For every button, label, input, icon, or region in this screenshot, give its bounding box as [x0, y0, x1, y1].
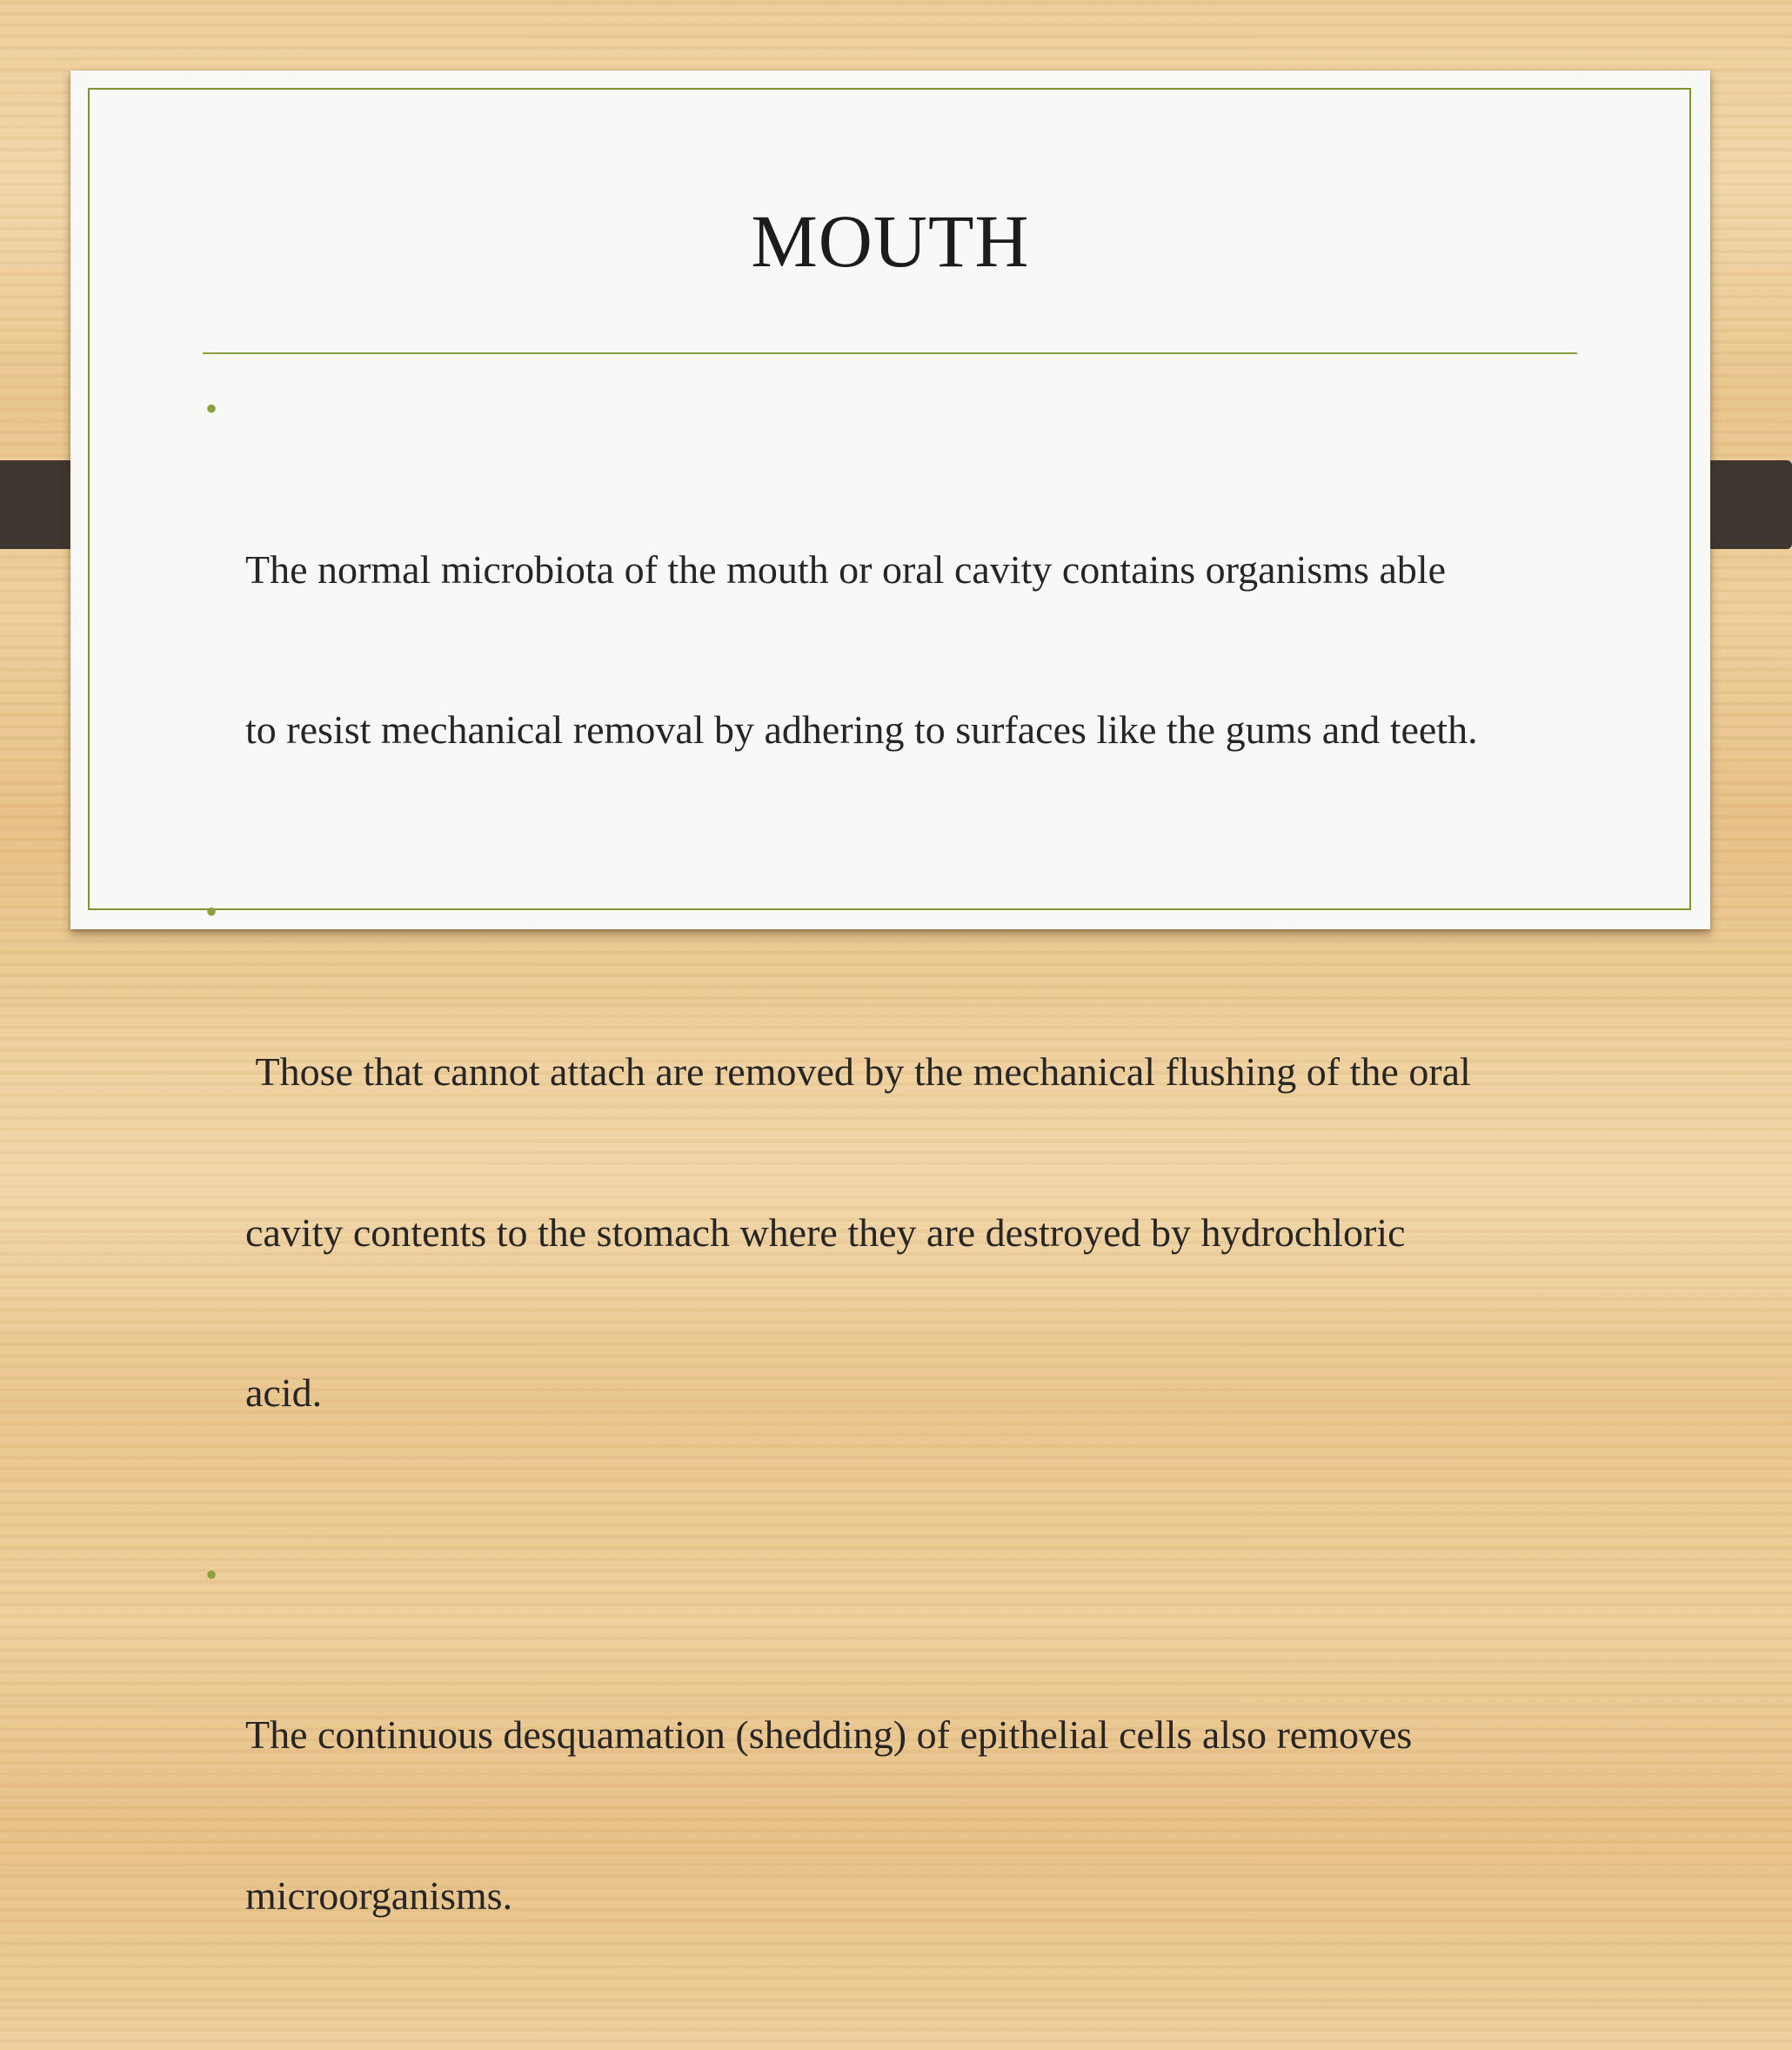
- slide-card: [70, 70, 1710, 1918]
- bullet-line: microorganisms.: [245, 1872, 513, 1918]
- bullet-item: [205, 382, 1615, 864]
- bullet-list: [205, 382, 1615, 2050]
- bullet-line: cavity contents to the stomach where they are destroyed by hydrochloric: [245, 1209, 1406, 1255]
- bullet-dot-icon: •: [205, 891, 218, 931]
- bullet-line: Those that cannot attach are removed by the mechanical flushing of the oral: [245, 1049, 1471, 1094]
- bullet-line: The normal microbiota of the mouth or oral cavity contains organisms able: [245, 546, 1447, 592]
- bullet-dot-icon: •: [205, 1554, 218, 1594]
- bullet-item: [205, 1548, 1615, 2030]
- bullet-item: [205, 885, 1615, 1527]
- title-divider: [203, 352, 1577, 354]
- bullet-line: The continuous desquamation (shedding) of epithelial cells also removes: [245, 1712, 1413, 1757]
- bullet-line: acid.: [245, 1370, 323, 1415]
- bullet-line: to resist mechanical removal by adhering to surfaces like the gums and teeth.: [245, 707, 1478, 752]
- slide-title: MOUTH: [751, 199, 1030, 283]
- bullet-dot-icon: •: [205, 389, 218, 428]
